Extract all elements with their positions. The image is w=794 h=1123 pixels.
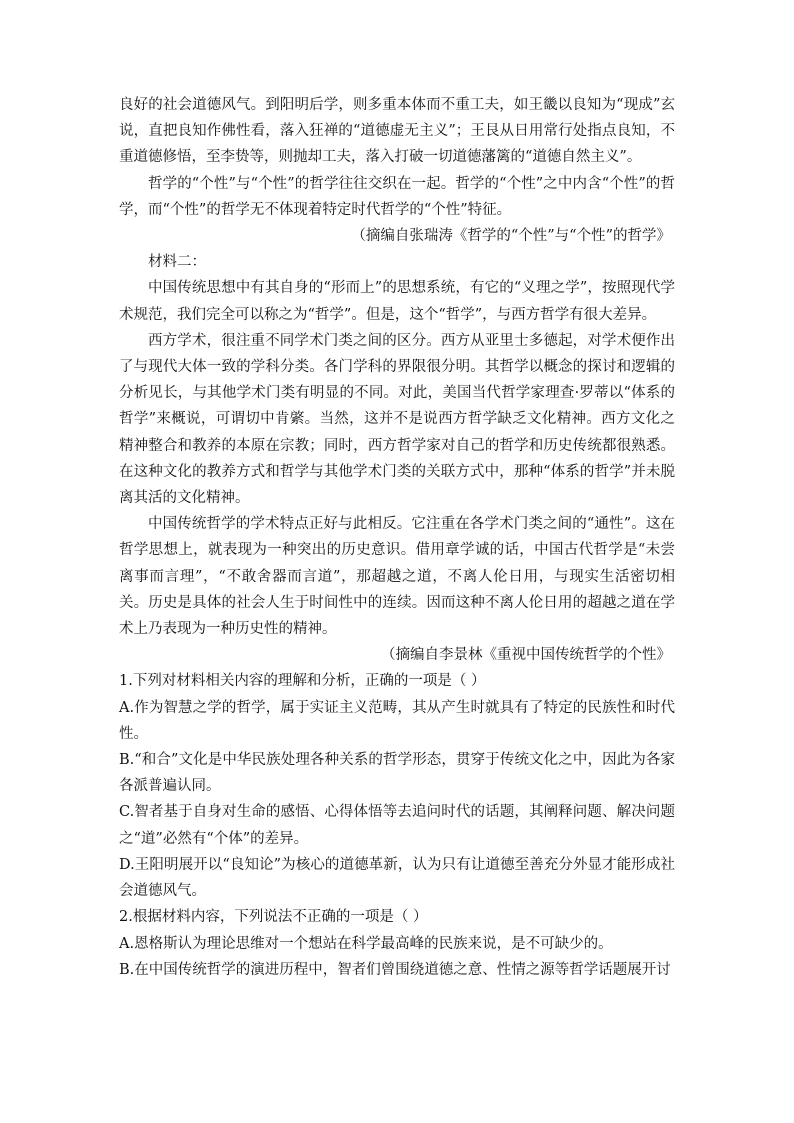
- material-two-source: （摘编自李景林《重视中国传统哲学的个性》: [381, 647, 671, 664]
- question-1-stem: 1.下列对材料相关内容的理解和分析，正确的一项是（ ）: [119, 673, 486, 690]
- document-page: [119, 92, 675, 983]
- question-2-option-a: A.恩格斯认为理论思维对一个想站在科学最高峰的民族来说，是不可缺少的。: [119, 935, 613, 952]
- question-1-option-d: D.王阳明展开以“良知论”为核心的道德革新，认为只有让道德至善充分外显才能形成社会道德风气。: [119, 856, 675, 900]
- material-one-paragraph-end: 良好的社会道德风气。到阳明后学，则多重本体而不重工夫，如王畿以良知为“现成”玄说，直把良知作佛性看，落入狂禅的“道德虚无主义”；王艮从日用常行处指点良知，不重道德修悟，至李贽等，则抛却工夫，落入打破一切道德藩篱的“道德自然主义”。: [119, 97, 675, 166]
- material-two-paragraph-2: 西方学术，很注重不同学术门类之间的区分。西方从亚里士多德起，对学术便作出了与现代大体一致的学科分类。各门学科的界限很分明。其哲学以概念的探讨和逻辑的分析见长，与其他学术门类有明显的不同。对此，美国当代哲学家理查·罗蒂以“体系的哲学”来概说，可谓切中肯綮。当然，这并不是说西方哲学缺乏文化精神。西方文化之精神整合和教养的本原在宗教；同时，西方哲学家对自己的哲学和历史传统都很熟悉。在这种文化的教养方式和哲学与其他学术门类的关联方式中，那种“体系的哲学”并未脱离其活的文化精神。: [119, 332, 675, 507]
- material-two-heading: 材料二：: [148, 254, 206, 271]
- material-one-source: （摘编自张瑞涛《哲学的“个性”与“个性”的哲学》: [351, 228, 671, 245]
- question-2-option-b: B.在中国传统哲学的演进历程中，智者们曾围绕道德之意、性情之源等哲学话题展开讨: [119, 961, 671, 978]
- material-two-paragraph-1: 中国传统思想中有其自身的“形而上”的思想系统，有它的“义理之学”，按照现代学术规范，我们完全可以称之为“哲学”。但是，这个“哲学”，与西方哲学有很大差异。: [119, 280, 675, 323]
- question-2-stem: 2.根据材料内容，下列说法不正确的一项是（ ）: [119, 909, 428, 926]
- question-1-option-b: B.“和合”文化是中华民族处理各种关系的哲学形态，贯穿于传统文化之中，因此为各家各派普遍认同。: [119, 752, 675, 795]
- question-1-option-a: A.作为智慧之学的哲学，属于实证主义范畴，其从产生时就具有了特定的民族性和时代性。: [119, 699, 675, 742]
- question-1-option-c: C.智者基于自身对生命的感悟、心得体悟等去追问时代的话题，其阐释问题、解决问题之“道”必然有“个体”的差异。: [119, 804, 675, 847]
- material-one-paragraph-individuality: 哲学的“个性”与“个性”的哲学往往交织在一起。哲学的“个性”之中内含“个性”的哲学，而“个性”的哲学无不体现着特定时代哲学的“个性”特征。: [119, 175, 675, 218]
- material-two-paragraph-3: 中国传统哲学的学术特点正好与此相反。它注重在各学术门类之间的“通性”。这在哲学思想上，就表现为一种突出的历史意识。借用章学诚的话，中国古代哲学是“未尝离事而言理”，“不敢舍器而言道”，那超越之道，不离人伦日用，与现实生活密切相关。历史是具体的社会人生于时间性中的连续。因而这种不离人伦日用的超越之道在学术上乃表现为一种历史性的精神。: [119, 516, 675, 638]
